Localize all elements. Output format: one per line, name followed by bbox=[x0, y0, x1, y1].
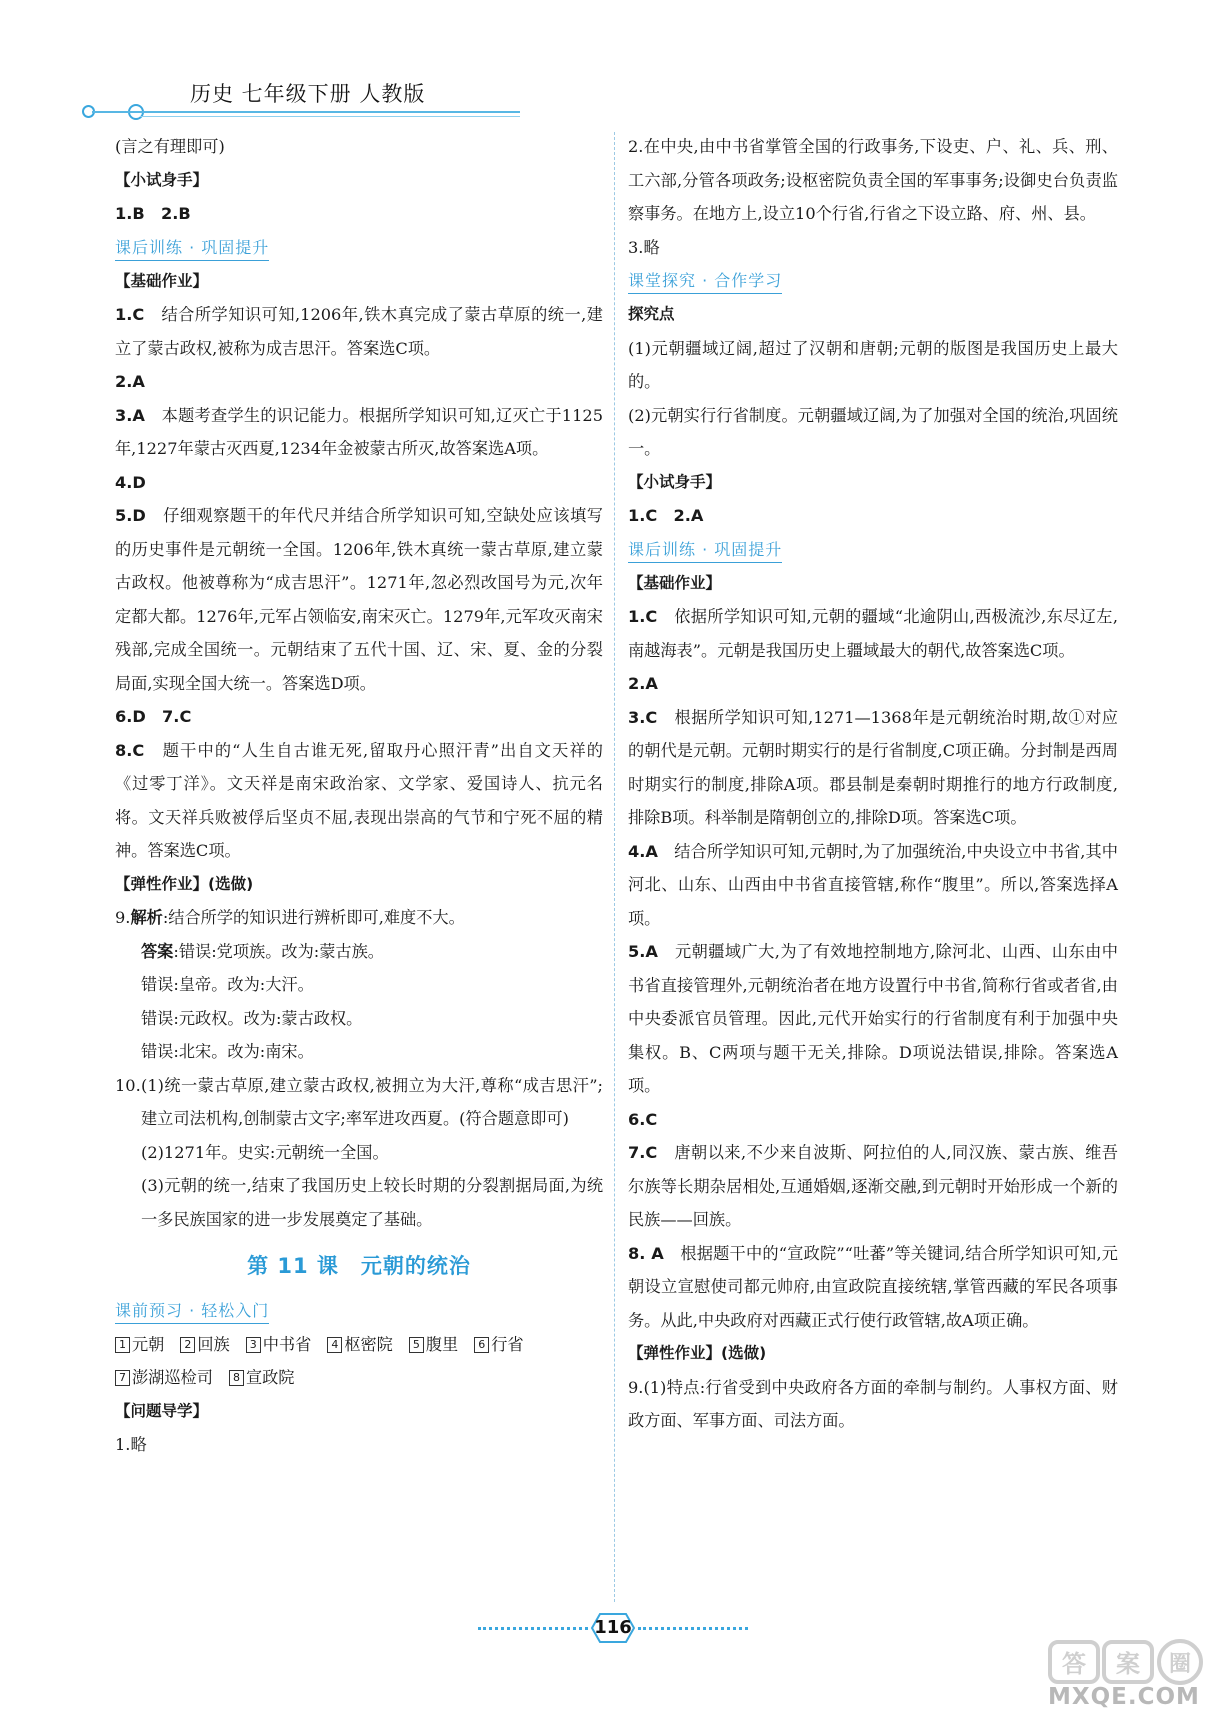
question-number: 3.C bbox=[628, 707, 658, 727]
question-number: 5.D bbox=[115, 506, 146, 525]
section-heading: 【小试身手】 bbox=[115, 170, 209, 189]
question-item bbox=[628, 600, 1118, 667]
section-heading: 【基础作业】 bbox=[115, 271, 209, 290]
question-item bbox=[115, 399, 603, 466]
question-item bbox=[628, 1237, 1118, 1338]
question-item bbox=[115, 901, 603, 935]
watermark-text: MXQE.COM bbox=[1048, 1684, 1200, 1710]
watermark-glyph: 答 bbox=[1062, 1650, 1086, 1678]
answer-item: 错误:元政权。改为:蒙古政权。 bbox=[141, 1008, 363, 1028]
section-heading: 【小试身手】 bbox=[628, 472, 722, 491]
answer-paragraph: (2)元朝实行行省制度。元朝疆域辽阔,为了加强对全国的统治,巩固统一。 bbox=[628, 405, 1118, 458]
footer-dots-right bbox=[638, 1627, 748, 1630]
question-item bbox=[628, 701, 1118, 835]
column-divider bbox=[614, 132, 615, 1602]
question-text: 元朝疆域广大,为了有效地控制地方,除河北、山西、山东由中书省直接管理外,元朝统治者在地方设置行中书省,简称行省或者省,由中央委派官员管理。因此,元代开始实行的行省制度有利于加强中央集权。B、C两项与题干无关,排除。D项说法错误,排除。答案选A项。 bbox=[628, 942, 1118, 1095]
answer-line: 1.B 2.B bbox=[115, 204, 191, 223]
question-text: 结合所学知识可知,元朝时,为了加强统治,中央设立中书省,其中河北、山东、山西由中书省直接管辖,称作“腹里”。所以,答案选择A项。 bbox=[628, 841, 1118, 928]
question-number: 4.A bbox=[628, 841, 658, 861]
question-number: 10. bbox=[115, 1075, 141, 1095]
keyword-number-box: 4 bbox=[327, 1337, 342, 1353]
keyword-number-box: 1 bbox=[115, 1337, 130, 1353]
keyword-list bbox=[115, 1361, 603, 1395]
keyword-text: 腹里 bbox=[425, 1334, 459, 1354]
keyword-item bbox=[115, 1335, 164, 1354]
keyword-list bbox=[115, 1328, 603, 1362]
section-banner: 课后训练 · 巩固提升 bbox=[628, 538, 782, 563]
question-text: 仔细观察题干的年代尺并结合所学知识可知,空缺处应该填写的历史事件是元朝统一全国。1206年,铁木真统一蒙古草原,建立蒙古政权。他被尊称为“成吉思汗”。1271年,忽必烈改国号为元,次年定都大都。1276年,元军占领临安,南宋灭亡。1279年,元军攻灭南宋残部,完成全国统一。元朝结束了五代十国、辽、宋、夏、金的分裂局面,实现全国大统一。答案选D项。 bbox=[115, 506, 603, 693]
question-item bbox=[115, 298, 603, 365]
question-item bbox=[115, 1069, 603, 1237]
answer-item: 错误:皇帝。改为:大汗。 bbox=[141, 975, 314, 994]
question-text: 题干中的“人生自古谁无死,留取丹心照汗青”出自文天祥的《过零丁洋》。文天祥是南宋政治家、文学家、爱国诗人、抗元名将。文天祥兵败被俘后坚贞不屈,表现出崇高的气节和宁死不屈的精神。答案选C项。 bbox=[115, 740, 603, 860]
keyword-item bbox=[327, 1335, 393, 1354]
question-number: 8.C bbox=[115, 740, 145, 760]
keyword-text: 回族 bbox=[197, 1334, 230, 1354]
question-number: 5.A bbox=[628, 942, 658, 961]
question-number: 7.C bbox=[628, 1143, 658, 1162]
watermark-glyph: 案 bbox=[1116, 1650, 1140, 1678]
answer-line: 4.D bbox=[115, 472, 146, 492]
question-item bbox=[628, 935, 1118, 1103]
keyword-number-box: 5 bbox=[409, 1337, 424, 1353]
question-item bbox=[115, 499, 603, 700]
footer-dots-left bbox=[478, 1627, 588, 1630]
answer-paragraph: 9.(1)特点:行省受到中央政府各方面的牵制与制约。人事权方面、财政方面、军事方面、司法方面。 bbox=[628, 1377, 1118, 1430]
question-number: 1.C bbox=[628, 607, 658, 626]
keyword-number-box: 8 bbox=[229, 1370, 244, 1386]
keyword-text: 枢密院 bbox=[344, 1334, 393, 1354]
section-heading: 【弹性作业】(选做) bbox=[115, 874, 254, 893]
question-item bbox=[115, 734, 603, 868]
keyword-number-box: 2 bbox=[180, 1337, 195, 1353]
keyword-text: 中书省 bbox=[262, 1334, 312, 1354]
answer-paragraph: (1)元朝疆域辽阔,超过了汉朝和唐朝;元朝的版图是我国历史上最大的。 bbox=[628, 338, 1118, 391]
answer-line: 1.C 2.A bbox=[628, 506, 704, 525]
question-text: 根据所学知识可知,1271—1368年是元朝统治时期,故①对应的朝代是元朝。元朝时期实行的是行省制度,C项正确。分封制是西周时期实行的制度,排除A项。郡县制是秦朝时期推行的地方行政制度,排除B项。科举制是隋朝创立的,排除D项。答案选C项。 bbox=[628, 707, 1118, 827]
keyword-number-box: 7 bbox=[115, 1370, 130, 1386]
analysis-label: 解析 bbox=[130, 908, 163, 927]
answer-line: 2.A bbox=[628, 674, 658, 693]
answer-item: 错误:北宋。改为:南宋。 bbox=[141, 1042, 314, 1061]
section-heading: 【问题导学】 bbox=[115, 1401, 209, 1420]
page-header bbox=[0, 0, 1224, 120]
keyword-item bbox=[229, 1368, 295, 1387]
question-text: 唐朝以来,不少来自波斯、阿拉伯的人,同汉族、蒙古族、维吾尔族等长期杂居相处,互通婚姻,逐渐交融,到元朝时开始形成一个新的民族——回族。 bbox=[628, 1143, 1118, 1229]
page-number bbox=[590, 1611, 636, 1645]
keyword-number-box: 6 bbox=[474, 1337, 489, 1353]
header-rule bbox=[92, 111, 520, 113]
keyword-item bbox=[474, 1335, 523, 1354]
right-column bbox=[628, 130, 1118, 1438]
answer-line: 6.D 7.C bbox=[115, 707, 192, 726]
answer-line: 1.略 bbox=[115, 1435, 147, 1454]
answer-text: (1)统一蒙古草原,建立蒙古政权,被拥立为大汗,尊称“成吉思汗”;建立司法机构,创制蒙古文字;率军进攻西夏。(符合题意即可) bbox=[141, 1075, 603, 1128]
question-item bbox=[628, 1136, 1118, 1237]
question-text: 根据题干中的“宣政院”“吐蕃”等关键词,结合所学知识可知,元朝设立宣慰使司都元帅府,由宣政院直接统辖,掌管西藏的军民各项事务。从此,中央政府对西藏正式行使行政管辖,故A项正确。 bbox=[628, 1243, 1118, 1330]
answer-label: 答案 bbox=[141, 941, 174, 961]
section-banner: 课后训练 · 巩固提升 bbox=[115, 236, 269, 261]
answer-text: (3)元朝的统一,结束了我国历史上较长时期的分裂割据局面,为统一多民族国家的进一步发展奠定了基础。 bbox=[141, 1176, 603, 1229]
keyword-item bbox=[246, 1335, 312, 1354]
question-number: 9. bbox=[115, 908, 131, 927]
header-title: 历史 七年级下册 人教版 bbox=[190, 82, 426, 106]
question-item bbox=[628, 835, 1118, 936]
question-text: 本题考查学生的识记能力。根据所学知识可知,辽灭亡于1125年,1227年蒙古灭西夏,1234年金被蒙古所灭,故答案选A项。 bbox=[115, 405, 603, 458]
question-number: 8. A bbox=[628, 1243, 664, 1263]
keyword-item bbox=[180, 1335, 229, 1354]
section-heading: 探究点 bbox=[628, 305, 675, 323]
watermark-glyph: 圈 bbox=[1168, 1652, 1192, 1677]
section-banner: 课前预习 · 轻松入门 bbox=[115, 1299, 269, 1324]
answer-item bbox=[115, 935, 603, 969]
keyword-text: 澎湖巡检司 bbox=[132, 1368, 213, 1387]
question-number: 3.A bbox=[115, 405, 145, 425]
answer-paragraph: 2.在中央,由中书省掌管全国的行政事务,下设吏、户、礼、兵、刑、工六部,分管各项政务;设枢密院负责全国的军事事务;设御史台负责监察事务。在地方上,设立10个行省,行省之下设立路、府、州、县。 bbox=[628, 137, 1118, 223]
answer-line: 6.C bbox=[628, 1109, 658, 1129]
section-banner: 课堂探究 · 合作学习 bbox=[628, 269, 782, 294]
question-text: 依据所学知识可知,元朝的疆域“北逾阴山,西极流沙,东尽辽左,南越海表”。元朝是我国历史上疆域最大的朝代,故答案选C项。 bbox=[628, 607, 1118, 660]
text-line: (言之有理即可) bbox=[115, 137, 225, 156]
question-text: 结合所学知识可知,1206年,铁木真完成了蒙古草原的统一,建立了蒙古政权,被称为成吉思汗。答案选C项。 bbox=[115, 305, 603, 358]
keyword-item bbox=[409, 1335, 458, 1354]
answer-line: 3.略 bbox=[628, 237, 660, 257]
keyword-text: 元朝 bbox=[132, 1334, 165, 1354]
section-heading: 【弹性作业】(选做) bbox=[628, 1344, 767, 1362]
keyword-text: 行省 bbox=[491, 1334, 524, 1354]
answer-text: (2)1271年。史实:元朝统一全国。 bbox=[141, 1142, 389, 1162]
question-number: 1.C bbox=[115, 305, 145, 324]
left-column bbox=[115, 130, 603, 1462]
lesson-title: 第 11 课 元朝的统治 bbox=[247, 1254, 471, 1278]
keyword-item bbox=[115, 1368, 213, 1387]
keyword-text: 宣政院 bbox=[245, 1368, 295, 1387]
answer-line: 2.A bbox=[115, 372, 145, 391]
analysis-text: :结合所学的知识进行辨析即可,难度不大。 bbox=[162, 908, 465, 927]
keyword-number-box: 3 bbox=[246, 1337, 261, 1353]
page-number-text: 116 bbox=[594, 1617, 632, 1638]
answer-text: :错误:党项族。改为:蒙古族。 bbox=[173, 941, 384, 961]
section-heading: 【基础作业】 bbox=[628, 573, 722, 592]
header-rule-thin bbox=[140, 116, 520, 117]
